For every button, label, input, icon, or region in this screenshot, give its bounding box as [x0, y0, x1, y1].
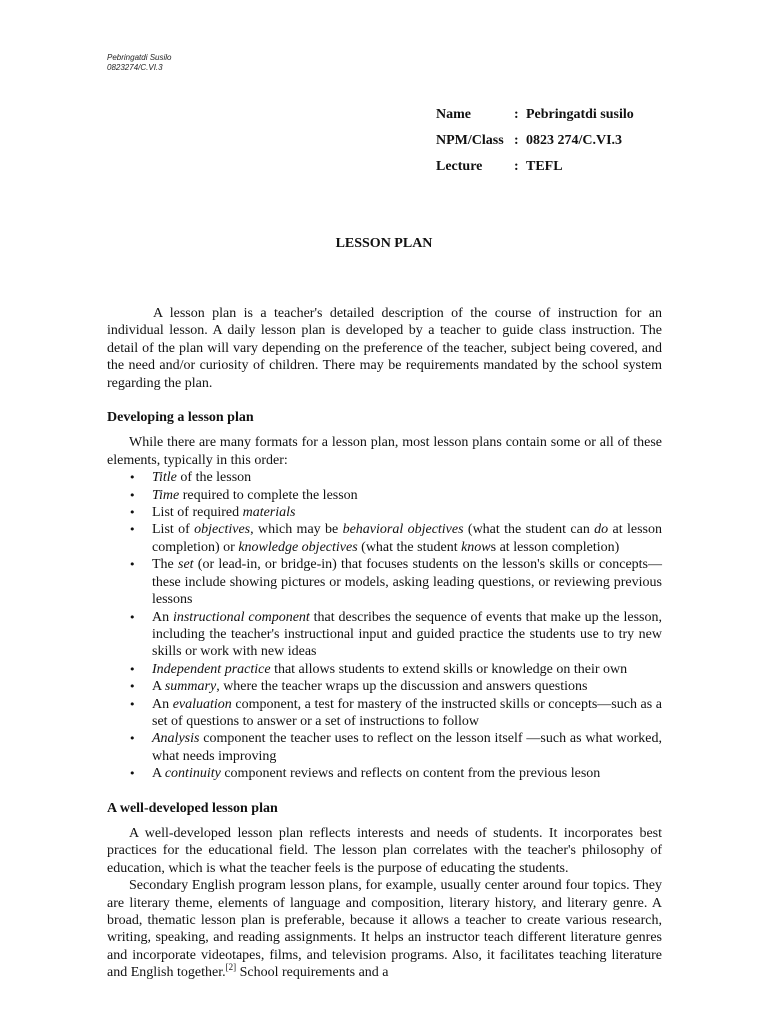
list-item [152, 504, 662, 521]
italic-term: objectives [194, 522, 251, 538]
list-item-text: (what the student [357, 539, 462, 555]
info-label: Name [436, 107, 471, 122]
info-label: NPM/Class [436, 133, 504, 148]
italic-term: do [594, 522, 609, 538]
list-item [152, 765, 662, 782]
list-item-text: An [152, 696, 173, 712]
student-info [436, 105, 634, 183]
list-item [152, 661, 662, 678]
section2-paragraph-2-tail: School requirements and a [236, 965, 389, 981]
italic-term: summary [164, 679, 217, 695]
list-item-text: A [152, 679, 165, 695]
header-id: 0823274/C.VI.3 [107, 63, 163, 72]
italic-term: behavioral objectives [342, 522, 464, 538]
list-item-text: List of [152, 522, 195, 538]
footnote-reference[interactable]: [2] [225, 962, 237, 973]
section-heading-developing: Developing a lesson plan [107, 410, 254, 426]
list-item-text: , which may be [250, 522, 343, 538]
italic-term: Analysis [152, 731, 200, 747]
list-item-text: A [152, 766, 165, 782]
list-item-text: that describes the sequence of events that make up the lesson, including the teacher's instructional input and guided practice the students use to try new skills or work with new ideas [152, 609, 662, 660]
list-item-text: component, a test for mastery of the instructed skills or concepts—such as a set of questions to answer or a set of instructions to follow [152, 696, 662, 729]
info-value: 0823 274/C.VI.3 [526, 133, 623, 148]
list-item-text: The [152, 557, 178, 573]
list-item [152, 469, 662, 486]
list-item [152, 556, 662, 608]
list-item-text: component reviews and reflects on content from the previous leson [220, 766, 601, 782]
lesson-elements-list [107, 469, 662, 782]
section2-paragraph-2-text: Secondary English program lesson plans, for example, usually center around four topics. They are literary theme, elements of language and composition, literary history, and literary genre. A broad, thematic lesson plan is preferable, because it allows a teacher to create various research, writing, speaking, and reading assignments. It helps an instructor teach different literature genres and incorporate videotapes, films, and television programs. Also, it facilitates teaching literature and English together. [107, 878, 662, 981]
list-item [152, 730, 662, 765]
section2-paragraph-2 [107, 877, 662, 981]
info-colon: : [514, 107, 519, 122]
info-colon: : [514, 159, 519, 174]
section2-paragraph-1: A well-developed lesson plan reflects interests and needs of students. It incorporates best practices for the educational field. The lesson plan correlates with the teacher's philosophy of education, which is what the teacher feels is the purpose of educating the students. [107, 825, 662, 876]
italic-term: knowledge objectives [238, 539, 358, 555]
list-item-text: s at lesson completion) [490, 539, 620, 555]
italic-term: Time [152, 487, 180, 503]
italic-term: Independent practice [152, 661, 271, 677]
italic-term: Title [152, 470, 177, 486]
running-header [107, 53, 171, 73]
info-value: TEFL [526, 159, 563, 174]
italic-term: continuity [164, 766, 221, 782]
info-row-name [436, 105, 634, 131]
italic-term: set [178, 557, 194, 573]
list-item-text: that allows students to extend skills or knowledge on their own [270, 661, 628, 677]
info-colon: : [514, 133, 519, 148]
list-item [152, 696, 662, 731]
info-row-lecture [436, 157, 634, 183]
list-item-text: at lesson completion) or [152, 522, 662, 555]
italic-term: evaluation [172, 696, 232, 712]
list-item [152, 487, 662, 504]
list-item-text: required to complete the lesson [179, 487, 358, 503]
intro-paragraph: A lesson plan is a teacher's detailed description of the course of instruction for an individual lesson. A daily lesson plan is developed by a teacher to guide class instruction. The detail of the plan will vary depending on the preference of the teacher, subject being covered, and the need and/or curiosity of children. There may be requirements mandated by the school system regarding the plan. [107, 306, 662, 391]
list-item-text: (or lead-in, or bridge-in) that focuses students on the lesson's skills or concepts—these include showing pictures or models, asking leading questions, or reviewing previous lessons [152, 557, 662, 608]
header-author: Pebringatdi Susilo [107, 53, 172, 62]
document-body [107, 305, 662, 982]
italic-term: instructional component [172, 609, 310, 625]
list-item-text: (what the student can [463, 522, 595, 538]
info-row-class [436, 131, 634, 157]
list-item [152, 609, 662, 661]
section1-lead: While there are many formats for a lesson plan, most lesson plans contain some or all of these elements, typically in this order: [107, 435, 662, 468]
list-item-text: of the lesson [176, 470, 252, 486]
info-label: Lecture [436, 159, 483, 174]
info-value: Pebringatdi susilo [526, 107, 634, 122]
document-title: LESSON PLAN [335, 236, 433, 251]
list-item [152, 521, 662, 556]
list-item-text: An [152, 609, 173, 625]
list-item-text: , where the teacher wraps up the discussion and answers questions [216, 679, 588, 695]
list-item [152, 678, 662, 695]
italic-term: materials [242, 505, 296, 521]
list-item-text: List of required [152, 505, 243, 521]
section-heading-well-developed: A well-developed lesson plan [107, 800, 278, 816]
list-item-text: component the teacher uses to reflect on the lesson itself —such as what worked, what needs improving [152, 731, 662, 764]
italic-term: know [461, 539, 491, 555]
